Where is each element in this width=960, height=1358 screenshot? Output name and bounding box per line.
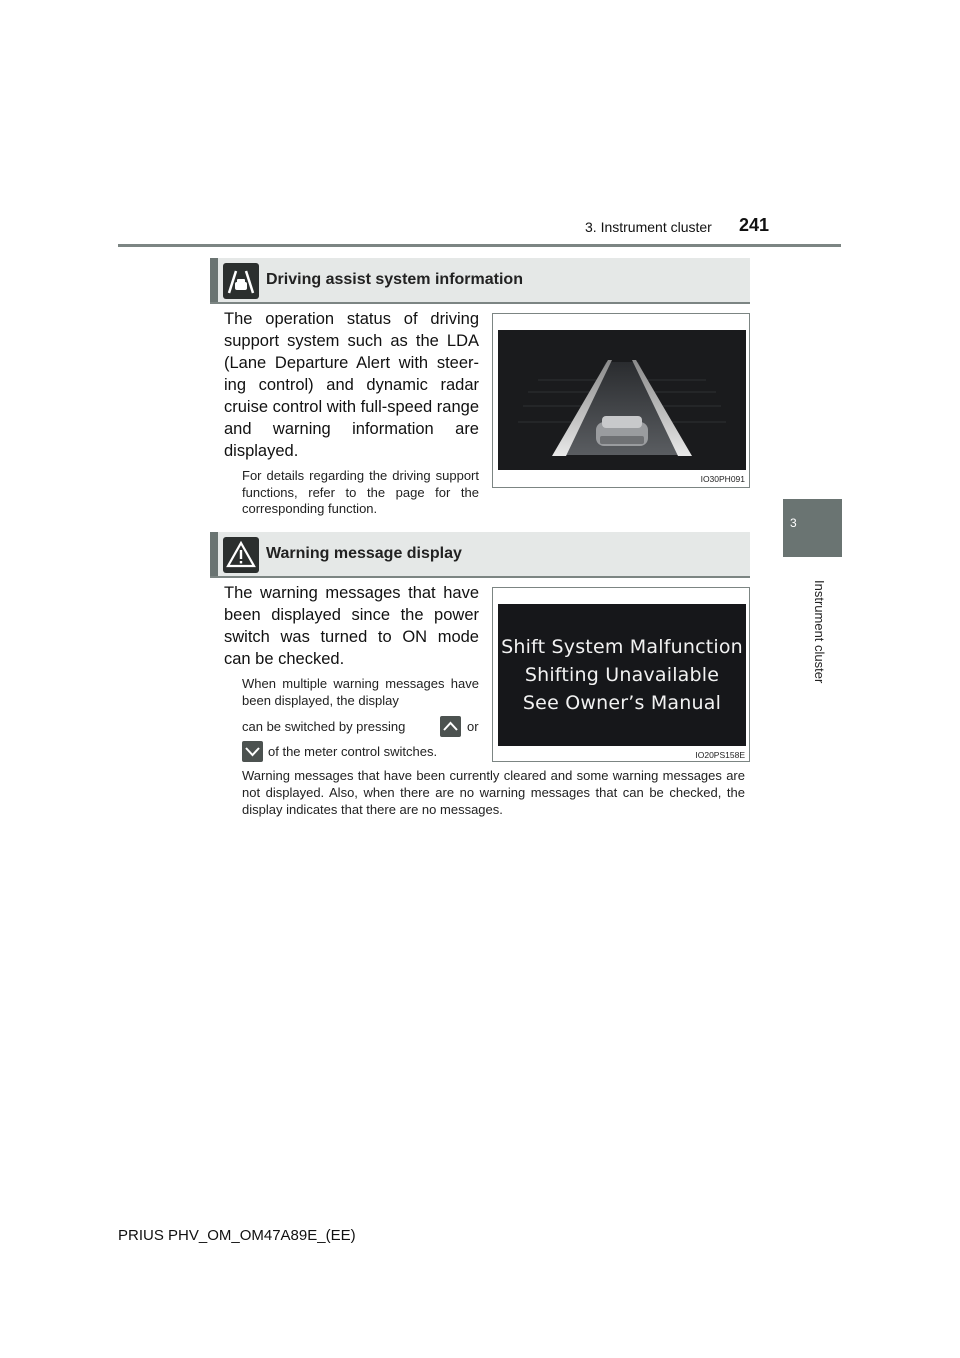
section1-body: The operation status of driving support system such as the LDA (Lane Departure Alert with steer-ing control) and dynamic radar cruise control with full-speed range and warning information are displayed. bbox=[224, 310, 479, 460]
lane-graphic bbox=[498, 330, 746, 470]
note-text-press: can be switched by pressing bbox=[242, 719, 406, 734]
section2-body: The warning messages that have been displayed since the power switch was turned to ON mode can be checked. bbox=[224, 584, 479, 668]
figure-code: IO20PS158E bbox=[695, 750, 745, 760]
section2-note-line-press bbox=[242, 716, 482, 740]
note-text-or: or bbox=[467, 719, 479, 734]
screen-message-line-2: Shifting Unavailable bbox=[524, 664, 720, 686]
section-edge bbox=[210, 532, 218, 576]
header-divider bbox=[118, 244, 841, 247]
driving-assist-icon bbox=[223, 263, 259, 299]
chevron-up-icon bbox=[440, 716, 461, 737]
screen-message-line-3: See Owner’s Manual bbox=[522, 692, 722, 714]
lda-display-figure bbox=[492, 313, 750, 488]
chapter-number: 3 bbox=[790, 516, 797, 530]
chevron-down-icon bbox=[242, 741, 263, 762]
section-heading-driving-assist bbox=[210, 258, 750, 304]
document-id: PRIUS PHV_OM_OM47A89E_(EE) bbox=[118, 1227, 356, 1244]
meter-screen bbox=[498, 604, 746, 746]
section-heading-warning-message bbox=[210, 532, 750, 578]
section2-note-part1: When multiple warning messages have been displayed, the display bbox=[242, 676, 479, 708]
meter-screen bbox=[498, 330, 746, 470]
chapter-label: Instrument cluster bbox=[812, 580, 827, 684]
section2-note-cleared: Warning messages that have been currently cleared and some warning messages are not displayed. Also, when there are no warning messages that can be checked, the display indicates that there are no messages. bbox=[242, 768, 745, 817]
section-edge bbox=[210, 258, 218, 302]
running-header-section: 3. Instrument cluster bbox=[585, 219, 712, 235]
figure-code: IO30PH091 bbox=[700, 474, 745, 484]
section1-note: For details regarding the driving support functions, refer to the page for the corresponding function. bbox=[242, 468, 479, 516]
warning-message-figure bbox=[492, 587, 750, 762]
warning-triangle-icon bbox=[223, 537, 259, 573]
note-text-switches: of the meter control switches. bbox=[268, 744, 438, 759]
section-title: Driving assist system information bbox=[266, 271, 523, 288]
section2-note-line-switches bbox=[242, 741, 482, 765]
section-title: Warning message display bbox=[266, 545, 462, 562]
screen-message-line-1: Shift System Malfunction bbox=[501, 636, 743, 658]
page-number: 241 bbox=[739, 215, 770, 235]
